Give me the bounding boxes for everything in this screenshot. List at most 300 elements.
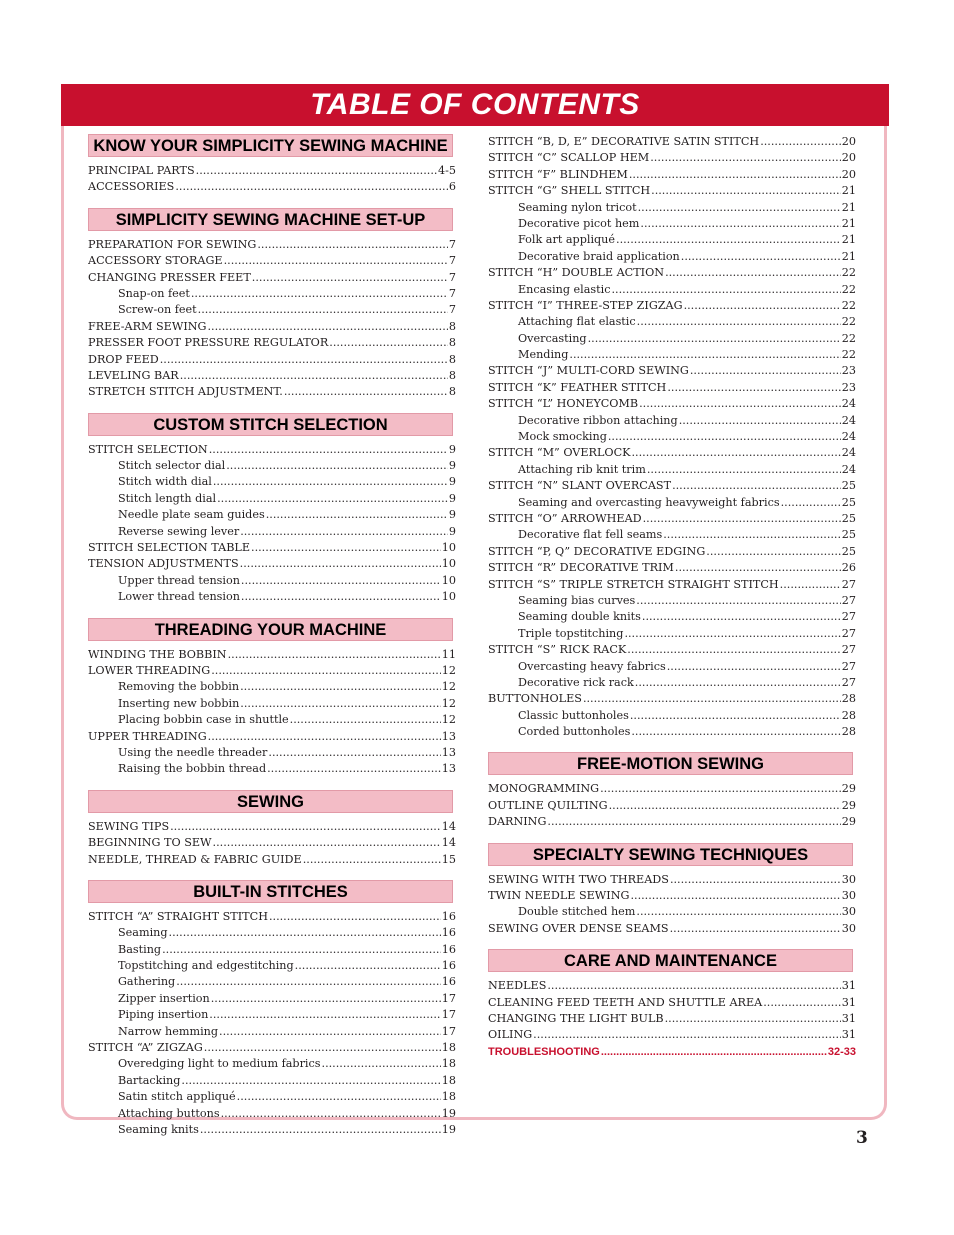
- toc-entry[interactable]: [88, 319, 456, 335]
- toc-entry-label: DARNING: [488, 815, 547, 829]
- dot-leader: [181, 1073, 440, 1089]
- toc-entry-label: Stitch width dial: [118, 475, 212, 489]
- toc-entry-page: 24: [841, 462, 856, 476]
- dot-leader: [237, 1089, 441, 1105]
- toc-entry-page: 24: [841, 430, 856, 444]
- toc-entry-label: Encasing elastic: [518, 282, 611, 296]
- toc-entry[interactable]: [488, 232, 856, 248]
- toc-section: [488, 949, 856, 1060]
- dot-leader: [667, 659, 841, 675]
- toc-entry-label: STITCH “A” STRAIGHT STITCH: [88, 909, 268, 923]
- toc-entry[interactable]: [488, 429, 856, 445]
- dot-leader: [170, 819, 441, 835]
- toc-entry-label: CLEANING FEED TEETH AND SHUTTLE AREA: [488, 995, 763, 1009]
- toc-entry[interactable]: [488, 445, 856, 461]
- dot-leader: [569, 347, 840, 363]
- dot-leader: [221, 1106, 441, 1122]
- toc-entry-page: 30: [841, 921, 856, 935]
- toc-entry-label: Raising the bobbin thread: [118, 762, 267, 776]
- toc-entry-label: Seaming: [118, 926, 168, 940]
- toc-entry-page: 16: [441, 975, 456, 989]
- dot-leader: [284, 384, 448, 400]
- dot-leader: [763, 995, 841, 1011]
- toc-entry[interactable]: [88, 761, 456, 777]
- toc-entry-page: 20: [841, 151, 856, 165]
- toc-entry-page: 21: [841, 216, 856, 230]
- toc-entry-label: Decorative rick rack: [518, 675, 634, 689]
- toc-entry[interactable]: [488, 577, 856, 593]
- toc-entry-page: 19: [441, 1122, 456, 1136]
- toc-section: [88, 880, 456, 1138]
- toc-entry[interactable]: [88, 1056, 456, 1072]
- toc-entry-page: 22: [841, 266, 856, 280]
- toc-entry-label: Using the needle threader: [118, 745, 268, 759]
- toc-entry-page: 11: [441, 647, 456, 661]
- toc-entry[interactable]: [488, 363, 856, 379]
- toc-entry-label: TENSION ADJUSTMENTS: [88, 557, 239, 571]
- toc-entry[interactable]: [488, 478, 856, 494]
- toc-entry[interactable]: [488, 642, 856, 658]
- toc-entry-label: Needle plate seam guides: [118, 508, 265, 522]
- toc-entry-page: 27: [841, 593, 856, 607]
- toc-section: [88, 618, 456, 778]
- toc-entry-page: 10: [441, 590, 456, 604]
- dot-leader: [616, 232, 841, 248]
- page-title: TABLE OF CONTENTS: [310, 88, 640, 121]
- dot-leader: [635, 675, 841, 691]
- toc-entry-label: STITCH “N” SLANT OVERCAST: [488, 479, 672, 493]
- toc-entry[interactable]: [88, 384, 456, 400]
- dot-leader: [630, 708, 841, 724]
- toc-entry[interactable]: [488, 978, 856, 994]
- toc-entry-page: 20: [841, 135, 856, 148]
- section-heading-threading-your-machine: THREADING YOUR MACHINE: [88, 618, 453, 641]
- toc-entry[interactable]: [488, 560, 856, 576]
- dot-leader: [240, 556, 441, 572]
- page-number: 3: [856, 1128, 868, 1148]
- dot-leader: [609, 798, 841, 814]
- toc-entry[interactable]: [88, 540, 456, 556]
- section-heading-custom-stitch-selection: CUSTOM STITCH SELECTION: [88, 413, 453, 436]
- toc-entry-page: 22: [841, 315, 856, 329]
- toc-entry-label: UPPER THREADING: [88, 729, 207, 743]
- toc-entry[interactable]: [88, 270, 456, 286]
- toc-entry-label: BUTTONHOLES: [488, 692, 582, 706]
- toc-entry[interactable]: [488, 1044, 856, 1060]
- dot-leader: [208, 729, 441, 745]
- toc-entry-label: Double stitched hem: [518, 905, 636, 919]
- toc-entry-label: STITCH “G” SHELL STITCH: [488, 184, 651, 198]
- toc-entry[interactable]: [88, 556, 456, 572]
- toc-entry-page: 25: [841, 495, 856, 509]
- dot-leader: [162, 942, 441, 958]
- toc-entry-page: 7: [448, 303, 456, 317]
- section-heading-sewing: SEWING: [88, 790, 453, 813]
- toc-entry-page: 17: [441, 991, 456, 1005]
- toc-entry[interactable]: [88, 458, 456, 474]
- toc-entry-label: Corded buttonholes: [518, 725, 631, 739]
- toc-entry[interactable]: [88, 352, 456, 368]
- toc-entry-label: BEGINNING TO SEW: [88, 836, 212, 850]
- toc-entry[interactable]: [488, 347, 856, 363]
- dot-leader: [636, 904, 840, 920]
- toc-section: [488, 134, 856, 740]
- toc-entry[interactable]: [488, 216, 856, 232]
- toc-entry[interactable]: [488, 544, 856, 560]
- toc-entry-page: 9: [448, 491, 456, 505]
- toc-entry-label: STITCH SELECTION TABLE: [88, 541, 251, 555]
- toc-entry-label: Attaching rib knit trim: [518, 462, 646, 476]
- toc-entry[interactable]: [88, 679, 456, 695]
- toc-entry[interactable]: [488, 675, 856, 691]
- toc-entry-label: STITCH “O” ARROWHEAD: [488, 511, 642, 525]
- toc-entry-page: 10: [441, 573, 456, 587]
- left-column: [88, 134, 456, 1138]
- dot-leader: [160, 352, 448, 368]
- toc-entry[interactable]: [488, 150, 856, 166]
- dot-leader: [329, 335, 448, 351]
- toc-entry-page: 24: [841, 413, 856, 427]
- toc-entry[interactable]: [488, 1011, 856, 1027]
- toc-entry-label: FREE-ARM SEWING: [88, 319, 207, 333]
- toc-entry-label: Mending: [518, 348, 569, 362]
- toc-entry[interactable]: [488, 511, 856, 527]
- dot-leader: [665, 265, 841, 281]
- dot-leader: [295, 958, 441, 974]
- toc-entry[interactable]: [88, 909, 456, 925]
- toc-entry-page: 27: [841, 675, 856, 689]
- toc-entry-label: Decorative ribbon attaching: [518, 413, 678, 427]
- toc-entry-page: 16: [441, 926, 456, 940]
- toc-section: [88, 413, 456, 606]
- toc-entry[interactable]: [488, 1027, 856, 1043]
- toc-entry-label: SEWING OVER DENSE SEAMS: [488, 921, 669, 935]
- toc-entry[interactable]: [88, 491, 456, 507]
- toc-entry[interactable]: [488, 200, 856, 216]
- toc-entry[interactable]: [488, 134, 856, 150]
- dot-leader: [583, 691, 841, 707]
- toc-entry[interactable]: [488, 413, 856, 429]
- toc-entry-label: STITCH “L” HONEYCOMB: [488, 397, 639, 411]
- toc-section: [88, 208, 456, 401]
- toc-entry-label: STRETCH STITCH ADJUSTMENT.: [88, 385, 283, 399]
- toc-entry-page: 28: [841, 725, 856, 739]
- toc-entry[interactable]: [488, 814, 856, 830]
- toc-entry-label: STITCH “M” OVERLOCK: [488, 446, 631, 460]
- toc-entry-page: 15: [441, 852, 456, 866]
- toc-entry-page: 28: [841, 692, 856, 706]
- toc-entry-page: 12: [441, 713, 456, 727]
- toc-entry-page: 22: [841, 348, 856, 362]
- dot-leader: [670, 921, 841, 937]
- toc-entry-page: 18: [441, 1073, 456, 1087]
- toc-entry[interactable]: [88, 474, 456, 490]
- toc-entry[interactable]: [88, 852, 456, 868]
- toc-entry[interactable]: [88, 835, 456, 851]
- toc-entry-label: ACCESSORY STORAGE: [88, 254, 223, 268]
- toc-entry[interactable]: [88, 368, 456, 384]
- toc-entry[interactable]: [88, 1106, 456, 1122]
- toc-entry[interactable]: [488, 527, 856, 543]
- toc-entry-label: PRINCIPAL PARTS: [88, 164, 195, 177]
- dot-leader: [640, 216, 840, 232]
- dot-leader: [663, 527, 841, 543]
- toc-entry-label: Stitch length dial: [118, 491, 217, 505]
- dot-leader: [211, 663, 441, 679]
- toc-entry-label: Upper thread tension: [118, 573, 240, 587]
- toc-entry-page: 30: [841, 872, 856, 886]
- toc-entry-page: 31: [841, 1028, 856, 1042]
- dot-leader: [638, 200, 841, 216]
- toc-entry[interactable]: [88, 589, 456, 605]
- toc-entry[interactable]: [488, 380, 856, 396]
- toc-entry-label: STITCH “A” ZIGZAG: [88, 1041, 203, 1055]
- toc-entry[interactable]: [488, 904, 856, 920]
- dot-leader: [670, 872, 841, 888]
- toc-entry[interactable]: [88, 1122, 456, 1138]
- section-heading-specialty-sewing-techniques: SPECIALTY SEWING TECHNIQUES: [488, 843, 853, 866]
- toc-entry-label: Overedging light to medium fabrics: [118, 1057, 321, 1071]
- dot-leader: [241, 573, 441, 589]
- toc-entry-label: Folk art appliqué: [518, 233, 616, 247]
- dot-leader: [204, 1040, 441, 1056]
- toc-entry[interactable]: [488, 708, 856, 724]
- toc-entry-page: 13: [441, 729, 456, 743]
- toc-entry[interactable]: [88, 958, 456, 974]
- toc-entry-label: Screw-on feet: [118, 303, 197, 317]
- dot-leader: [200, 1122, 441, 1138]
- toc-entry-label: Seaming and overcasting heavyweight fabrics: [518, 495, 780, 509]
- toc-entry[interactable]: [88, 819, 456, 835]
- toc-entry-page: 12: [441, 696, 456, 710]
- toc-entry-label: Decorative flat fell seams: [518, 528, 663, 542]
- toc-entry-page: 27: [841, 610, 856, 624]
- dot-leader: [240, 524, 448, 540]
- toc-entry[interactable]: [488, 298, 856, 314]
- toc-entry-page: 13: [441, 745, 456, 759]
- dot-leader: [608, 429, 841, 445]
- toc-entry-label: Snap-on feet: [118, 286, 190, 300]
- toc-entry[interactable]: [488, 249, 856, 265]
- toc-entry[interactable]: [88, 253, 456, 269]
- toc-entry-label: STITCH “F” BLINDHEM: [488, 167, 628, 181]
- toc-entry-page: 22: [841, 282, 856, 296]
- toc-entry-page: 31: [841, 1011, 856, 1025]
- toc-entry[interactable]: [488, 724, 856, 740]
- toc-section: [488, 752, 856, 830]
- toc-entry[interactable]: [488, 593, 856, 609]
- toc-entry[interactable]: [88, 237, 456, 253]
- dot-leader: [636, 593, 840, 609]
- toc-entry[interactable]: [88, 925, 456, 941]
- toc-entry-label: Removing the bobbin: [118, 680, 240, 694]
- toc-entry-label: Classic buttonholes: [518, 708, 629, 722]
- toc-entry-page: 18: [441, 1041, 456, 1055]
- toc-entry[interactable]: [88, 647, 456, 663]
- toc-entry[interactable]: [488, 282, 856, 298]
- toc-entry[interactable]: [88, 302, 456, 318]
- dot-leader: [303, 852, 441, 868]
- toc-entry[interactable]: [88, 1073, 456, 1089]
- dot-leader: [650, 150, 841, 166]
- toc-entry[interactable]: [488, 995, 856, 1011]
- toc-entry-page: 7: [448, 270, 456, 284]
- toc-entry-page: 10: [441, 541, 456, 555]
- toc-entry-label: Reverse sewing lever: [118, 524, 240, 538]
- toc-entry-label: Stitch selector dial: [118, 459, 226, 473]
- toc-entry-label: STITCH “H” DOUBLE ACTION: [488, 266, 665, 280]
- toc-entry-page: 22: [841, 298, 856, 312]
- toc-entry-page: 4-5: [437, 164, 456, 177]
- dot-leader: [780, 577, 841, 593]
- dot-leader: [665, 1011, 841, 1027]
- toc-entry[interactable]: [88, 1040, 456, 1056]
- toc-entry[interactable]: [88, 663, 456, 679]
- toc-entry[interactable]: [88, 442, 456, 458]
- toc-entry-label: Mock smocking: [518, 430, 607, 444]
- toc-entry-label: WINDING THE BOBBIN: [88, 647, 227, 661]
- toc-entry-label: Inserting new bobbin: [118, 696, 240, 710]
- dot-leader: [639, 396, 841, 412]
- toc-entry[interactable]: [88, 729, 456, 745]
- toc-entry-label: STITCH “C” SCALLOP HEM: [488, 151, 650, 165]
- toc-entry-label: Basting: [118, 942, 162, 956]
- toc-entry-page: 31: [841, 995, 856, 1009]
- toc-entry-label: Decorative picot hem: [518, 216, 640, 230]
- toc-entry-label: STITCH “K” FEATHER STITCH: [488, 380, 667, 394]
- dot-leader: [180, 368, 448, 384]
- toc-entry[interactable]: [488, 659, 856, 675]
- toc-entry-page: 6: [448, 180, 456, 194]
- toc-entry-label: Placing bobbin case in shuttle: [118, 713, 289, 727]
- dot-leader: [679, 413, 841, 429]
- toc-entry-page: 29: [841, 798, 856, 812]
- toc-entry[interactable]: [88, 1007, 456, 1023]
- toc-entry-page: 27: [841, 577, 856, 591]
- toc-entry[interactable]: [488, 888, 856, 904]
- toc-entry[interactable]: [488, 691, 856, 707]
- toc-entry-page: 12: [441, 680, 456, 694]
- toc-entry[interactable]: [88, 524, 456, 540]
- dot-leader: [175, 179, 448, 195]
- section-heading-simplicity-sewing-machine-set-up: SIMPLICITY SEWING MACHINE SET-UP: [88, 208, 453, 231]
- toc-entry[interactable]: [488, 626, 856, 642]
- toc-entry[interactable]: [88, 179, 456, 195]
- toc-entry-page: 9: [448, 475, 456, 489]
- toc-entry[interactable]: [88, 745, 456, 761]
- dot-leader: [629, 167, 841, 183]
- dot-leader: [268, 745, 440, 761]
- toc-entry-page: 24: [841, 397, 856, 411]
- dot-leader: [251, 540, 441, 556]
- dot-leader: [241, 589, 441, 605]
- toc-entry-page: 19: [441, 1106, 456, 1120]
- toc-entry-label: Triple topstitching: [518, 626, 624, 640]
- dot-leader: [240, 696, 440, 712]
- dot-leader: [612, 282, 841, 298]
- toc-entry-label: Seaming knits: [118, 1122, 199, 1136]
- toc-entry-label: STITCH “J” MULTI-CORD SEWING: [488, 364, 689, 378]
- dot-leader: [267, 761, 441, 777]
- toc-entry-label: Gathering: [118, 975, 176, 989]
- toc-entry-label: Seaming bias curves: [518, 593, 636, 607]
- toc-entry-page: 31: [841, 979, 856, 993]
- dot-leader: [228, 647, 441, 663]
- toc-entry[interactable]: [488, 314, 856, 330]
- toc-entry[interactable]: [88, 991, 456, 1007]
- toc-entry[interactable]: [88, 696, 456, 712]
- toc-entry-page: 24: [841, 446, 856, 460]
- dot-leader: [624, 626, 840, 642]
- toc-entry-label: PRESSER FOOT PRESSURE REGULATOR: [88, 336, 329, 350]
- toc-entry-page: 12: [441, 663, 456, 677]
- toc-entry[interactable]: [488, 265, 856, 281]
- toc-entry[interactable]: [488, 609, 856, 625]
- dot-leader: [208, 319, 448, 335]
- toc-entry-page: 14: [441, 819, 456, 833]
- dot-leader: [226, 458, 448, 474]
- toc-entry[interactable]: [488, 798, 856, 814]
- dot-leader: [211, 991, 441, 1007]
- toc-entry-label: LEVELING BAR: [88, 368, 179, 382]
- toc-entry-page: 26: [841, 561, 856, 575]
- toc-entry[interactable]: [488, 921, 856, 937]
- dot-leader: [191, 286, 448, 302]
- toc-entry[interactable]: [488, 781, 856, 797]
- toc-entry-label: Piping insertion: [118, 1008, 209, 1022]
- toc-entry[interactable]: [88, 286, 456, 302]
- toc-entry-label: STITCH SELECTION: [88, 442, 208, 456]
- toc-entry[interactable]: [488, 462, 856, 478]
- toc-entry-label: SEWING WITH TWO THREADS: [488, 872, 669, 886]
- toc-entry[interactable]: [488, 183, 856, 199]
- dot-leader: [322, 1056, 441, 1072]
- toc-entry[interactable]: [88, 507, 456, 523]
- toc-entry[interactable]: [88, 335, 456, 351]
- dot-leader: [643, 511, 841, 527]
- dot-leader: [257, 237, 448, 253]
- toc-entry-page: 23: [841, 364, 856, 378]
- toc-entry-label: STITCH “I” THREE-STEP ZIGZAG: [488, 298, 683, 312]
- toc-entry-page: 28: [841, 708, 856, 722]
- toc-entry-label: STITCH “R” DECORATIVE TRIM: [488, 561, 674, 575]
- toc-entry[interactable]: [88, 573, 456, 589]
- toc-entry-page: 13: [441, 762, 456, 776]
- toc-entry[interactable]: [488, 167, 856, 183]
- toc-entry[interactable]: [88, 1024, 456, 1040]
- toc-entry[interactable]: [88, 163, 456, 179]
- toc-entry[interactable]: [488, 396, 856, 412]
- toc-entry[interactable]: [488, 495, 856, 511]
- toc-entry-label: STITCH “S” TRIPLE STRETCH STRAIGHT STITCH: [488, 577, 779, 591]
- dot-leader: [642, 609, 841, 625]
- toc-entry[interactable]: [88, 712, 456, 728]
- dot-leader: [217, 491, 448, 507]
- toc-entry[interactable]: [88, 974, 456, 990]
- toc-entry-page: 27: [841, 659, 856, 673]
- dot-leader: [631, 724, 840, 740]
- toc-entry[interactable]: [488, 331, 856, 347]
- toc-entry-label: LOWER THREADING: [88, 663, 211, 677]
- toc-entry[interactable]: [88, 942, 456, 958]
- section-heading-built-in-stitches: BUILT-IN STITCHES: [88, 880, 453, 903]
- toc-entry[interactable]: [88, 1089, 456, 1105]
- toc-entry[interactable]: [488, 872, 856, 888]
- dot-leader: [213, 835, 441, 851]
- dot-leader: [290, 712, 441, 728]
- toc-entry-label: Attaching flat elastic: [518, 315, 636, 329]
- toc-entry-page: 21: [841, 249, 856, 263]
